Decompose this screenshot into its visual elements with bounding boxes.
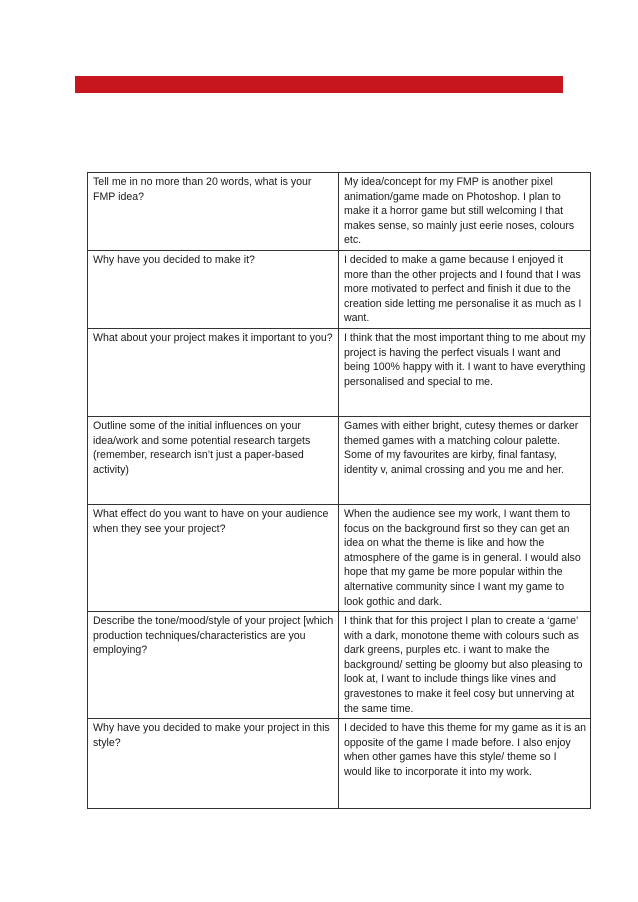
question-cell: Outline some of the initial influences on your idea/work and some potential research targets (remember, research isn’t just a paper-based activity) — [88, 416, 339, 504]
table-row — [88, 719, 591, 809]
fmp-questions-table — [87, 172, 591, 809]
answer-cell: I decided to make a game because I enjoyed it more than the other projects and I found that I was more motivated to perfect and finish it due to the creation side letting me personalise it as much as I want. — [339, 250, 591, 328]
question-cell: Tell me in no more than 20 words, what is your FMP idea? — [88, 173, 339, 251]
table-row — [88, 250, 591, 328]
question-cell: What about your project makes it important to you? — [88, 328, 339, 416]
answer-cell: I think that the most important thing to me about my project is having the perfect visuals I want and being 100% happy with it. I want to have everything personalised and special to me. — [339, 328, 591, 416]
table-row — [88, 328, 591, 416]
answer-cell: I decided to have this theme for my game as it is an opposite of the game I made before. I also enjoy when other games have this style/ theme so I would like to incorporate it into my work. — [339, 719, 591, 809]
answer-cell: Games with either bright, cutesy themes or darker themed games with a matching colour palette. Some of my favourites are kirby, final fantasy, identity v, animal crossing and you me and her. — [339, 416, 591, 504]
table-row — [88, 173, 591, 251]
table-row — [88, 504, 591, 611]
question-cell: What effect do you want to have on your audience when they see your project? — [88, 504, 339, 611]
answer-cell: I think that for this project I plan to create a ‘game’ with a dark, monotone theme with colours such as dark greens, purples etc. i want to make the background/ setting be gloomy but also pleasing to look at, I want to include things like vines and gravestones to make it feel cosy but unnerving at the same time. — [339, 612, 591, 719]
question-cell: Why have you decided to make it? — [88, 250, 339, 328]
table-row — [88, 612, 591, 719]
answer-cell: When the audience see my work, I want them to focus on the background first so they can get an idea on what the theme is like and how the atmosphere of the game is in general. I would also hope that my game be more popular within the alternative community since I want my game to look gothic and dark. — [339, 504, 591, 611]
answer-cell: My idea/concept for my FMP is another pixel animation/game made on Photoshop. I plan to make it a horror game but still welcoming I that makes sense, so mainly just eerie noses, colours etc. — [339, 173, 591, 251]
question-cell: Why have you decided to make your project in this style? — [88, 719, 339, 809]
table-row — [88, 416, 591, 504]
header-red-bar — [75, 76, 563, 93]
question-cell: Describe the tone/mood/style of your project [which production techniques/characteristics are you employing? — [88, 612, 339, 719]
